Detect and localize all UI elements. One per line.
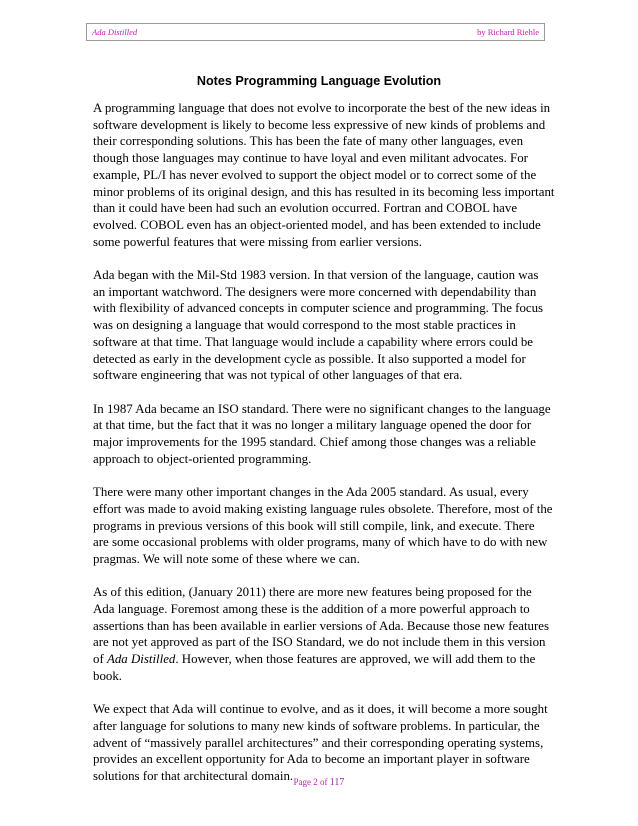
paragraph: In 1987 Ada became an ISO standard. There were no significant changes to the language at that time, but the fact that it was no longer a military language opened the door for major improvements for the 1995 standard. Chief among those changes was a reliable approach to object-oriented programming. [93, 401, 551, 466]
header-book-title: Ada Distilled [92, 27, 138, 37]
header-author: by Richard Riehle [477, 27, 539, 37]
paragraph: Ada began with the Mil-Std 1983 version. In that version of the language, caution was an important watchword. The designers were more concerned with dependability than with flexibility of advanced concepts in computer science and programming. The focus was on designing a language that would correspond to the most stable practices in software at that time. That language would include a capability where errors could be detected as early in the development cycle as possible. It also supported a model for software engineering that was not typical of other languages of that era. [93, 268, 544, 383]
running-header [86, 23, 545, 41]
paragraph: As of this edition, (January 2011) there are more new features being proposed for the Ada language. Foremost among these is the addition of a more powerful approach to assertions than has been available in earlier versions of Ada. Because those new features are not yet approved as part of the ISO Standard, we do not include them in this version of Ada Distilled. However, when those features are approved, we will add them to the book. [93, 585, 550, 683]
paragraph: We expect that Ada will continue to evolve, and as it does, it will become a more sought after language for solutions to many new kinds of software problems. In particular, the advent of “massively parallel architectures” and their corresponding operating systems, provides an excellent opportunity for Ada to become an important player in software solutions for that architectural domain. [93, 702, 548, 784]
footer-of-word: of [320, 777, 328, 787]
body-text [93, 100, 553, 801]
italic-title-line: of Ada Distilled. However, when those features are approved, we will add them to the [93, 652, 536, 667]
footer-page-number: 2 [313, 777, 318, 787]
footer-total-pages: 117 [329, 777, 345, 788]
paragraph: A programming language that does not evolve to incorporate the best of the new ideas in software development is likely to become less expressive of new kinds of problems and their corresponding solutions. This has been the fate of many other languages, even though those languages may continue to have loyal and even militant advocates. For example, PL/I has never evolved to support the object model or to correct some of the minor problems of its original design, and this has resulted in its becoming less important than it could have been had such an evolution occurred. Fortran and COBOL have evolved. COBOL even has an object-oriented model, and has been extended to include some powerful features that were missing from earlier versions. [93, 101, 555, 249]
paragraph: There were many other important changes in the Ada 2005 standard. As usual, every effort was made to avoid making existing language rules obsolete. Therefore, most of the programs in previous versions of this book will still compile, link, and execute. There are some occasional problems with older programs, many of which have to do with new pragmas. We will note some of these where we can. [93, 485, 553, 566]
page-title: Notes Programming Language Evolution [196, 74, 442, 88]
footer-page-word: Page [293, 777, 312, 787]
page-footer [0, 777, 638, 788]
